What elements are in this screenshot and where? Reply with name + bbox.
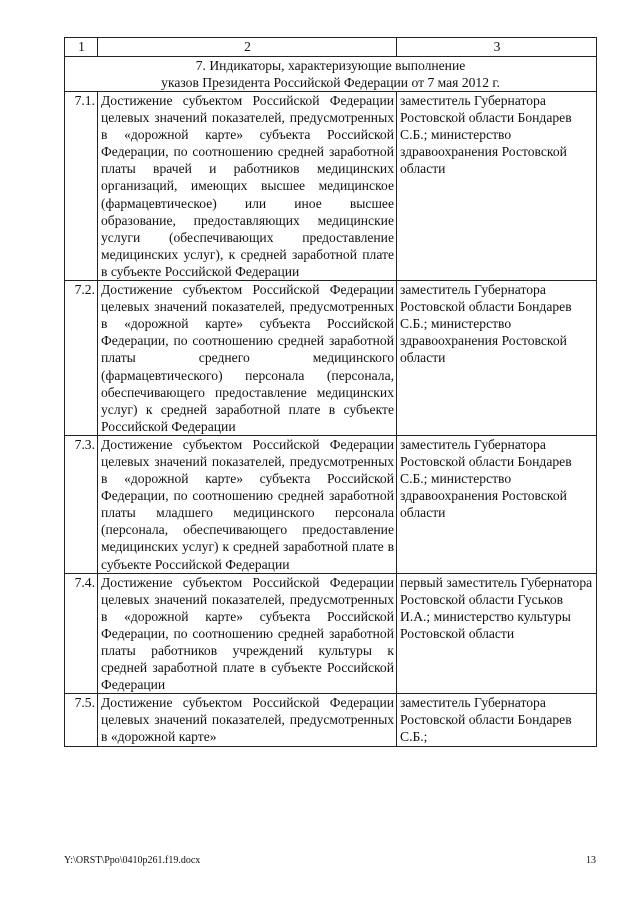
table-row <box>65 573 597 694</box>
table-row <box>65 92 597 281</box>
section-title-row <box>65 57 597 92</box>
section-title-line-1: 7. Индикаторы, характеризующие выполнение <box>195 58 466 73</box>
column-header-2: 2 <box>98 38 397 57</box>
row-description: Достижение субъектом Российской Федерации целевых значений показателей, предусмотренных в «дорожной карте» <box>98 694 397 746</box>
section-title <box>65 57 597 92</box>
row-description: Достижение субъектом Российской Федерации целевых значений показателей, предусмотренных в «дорожной карте» субъекта Российской Федерации, по соотношению средней заработной платы врачей и работников медицинских организаций, имеющих высшее медицинское (фармацевтическое) или иное высшее образование, предоставляющих медицинские услуги (обеспечивающих предоставление медицинских услуг), к средней заработной плате в субъекте Российской Федерации <box>98 92 397 281</box>
column-header-1: 1 <box>65 38 98 57</box>
indicators-table <box>64 37 597 747</box>
row-responsible: заместитель Губернатора Ростовской области Бондарев С.Б.; <box>397 694 597 746</box>
section-title-line-2: указов Президента Российской Федерации от 7 мая 2012 г. <box>161 75 500 90</box>
row-number: 7.5. <box>65 694 98 746</box>
column-number-row <box>65 38 597 57</box>
row-description: Достижение субъектом Российской Федерации целевых значений показателей, предусмотренных в «дорожной карте» субъекта Российской Федерации, по соотношению средней заработной платы среднего медицинского (фармацевтического) персонала (персонала, обеспечивающего предоставление медицинских услуг) к средней заработной плате в субъекте Российской Федерации <box>98 281 397 436</box>
row-responsible: заместитель Губернатора Ростовской области Бондарев С.Б.; министерство здравоохранения Ростовской области <box>397 435 597 573</box>
row-number: 7.1. <box>65 92 98 281</box>
row-number: 7.4. <box>65 573 98 694</box>
row-responsible: заместитель Губернатора Ростовской области Бондарев С.Б.; министерство здравоохранения Ростовской области <box>397 281 597 436</box>
row-responsible: первый заместитель Губернатора Ростовской области Гуськов И.А.; министерство культуры Ростовской области <box>397 573 597 694</box>
row-responsible: заместитель Губернатора Ростовской области Бондарев С.Б.; министерство здравоохранения Ростовской области <box>397 92 597 281</box>
row-number: 7.2. <box>65 281 98 436</box>
footer-file-path: Y:\ORST\Ppo\0410p261.f19.docx <box>64 855 201 866</box>
table-row <box>65 281 597 436</box>
table-row <box>65 694 597 746</box>
table-row <box>65 435 597 573</box>
footer-page-number: 13 <box>586 855 596 866</box>
row-description: Достижение субъектом Российской Федерации целевых значений показателей, предусмотренных в «дорожной карте» субъекта Российской Федерации, по соотношению средней заработной платы младшего медицинского персонала (персонала, обеспечивающего предоставление медицинских услуг) к средней заработной плате в субъекте Российской Федерации <box>98 435 397 573</box>
column-header-3: 3 <box>397 38 597 57</box>
row-number: 7.3. <box>65 435 98 573</box>
row-description: Достижение субъектом Российской Федерации целевых значений показателей, предусмотренных в «дорожной карте» субъекта Российской Федерации, по соотношению средней заработной платы работников учреждений культуры к средней заработной плате в субъекте Российской Федерации <box>98 573 397 694</box>
